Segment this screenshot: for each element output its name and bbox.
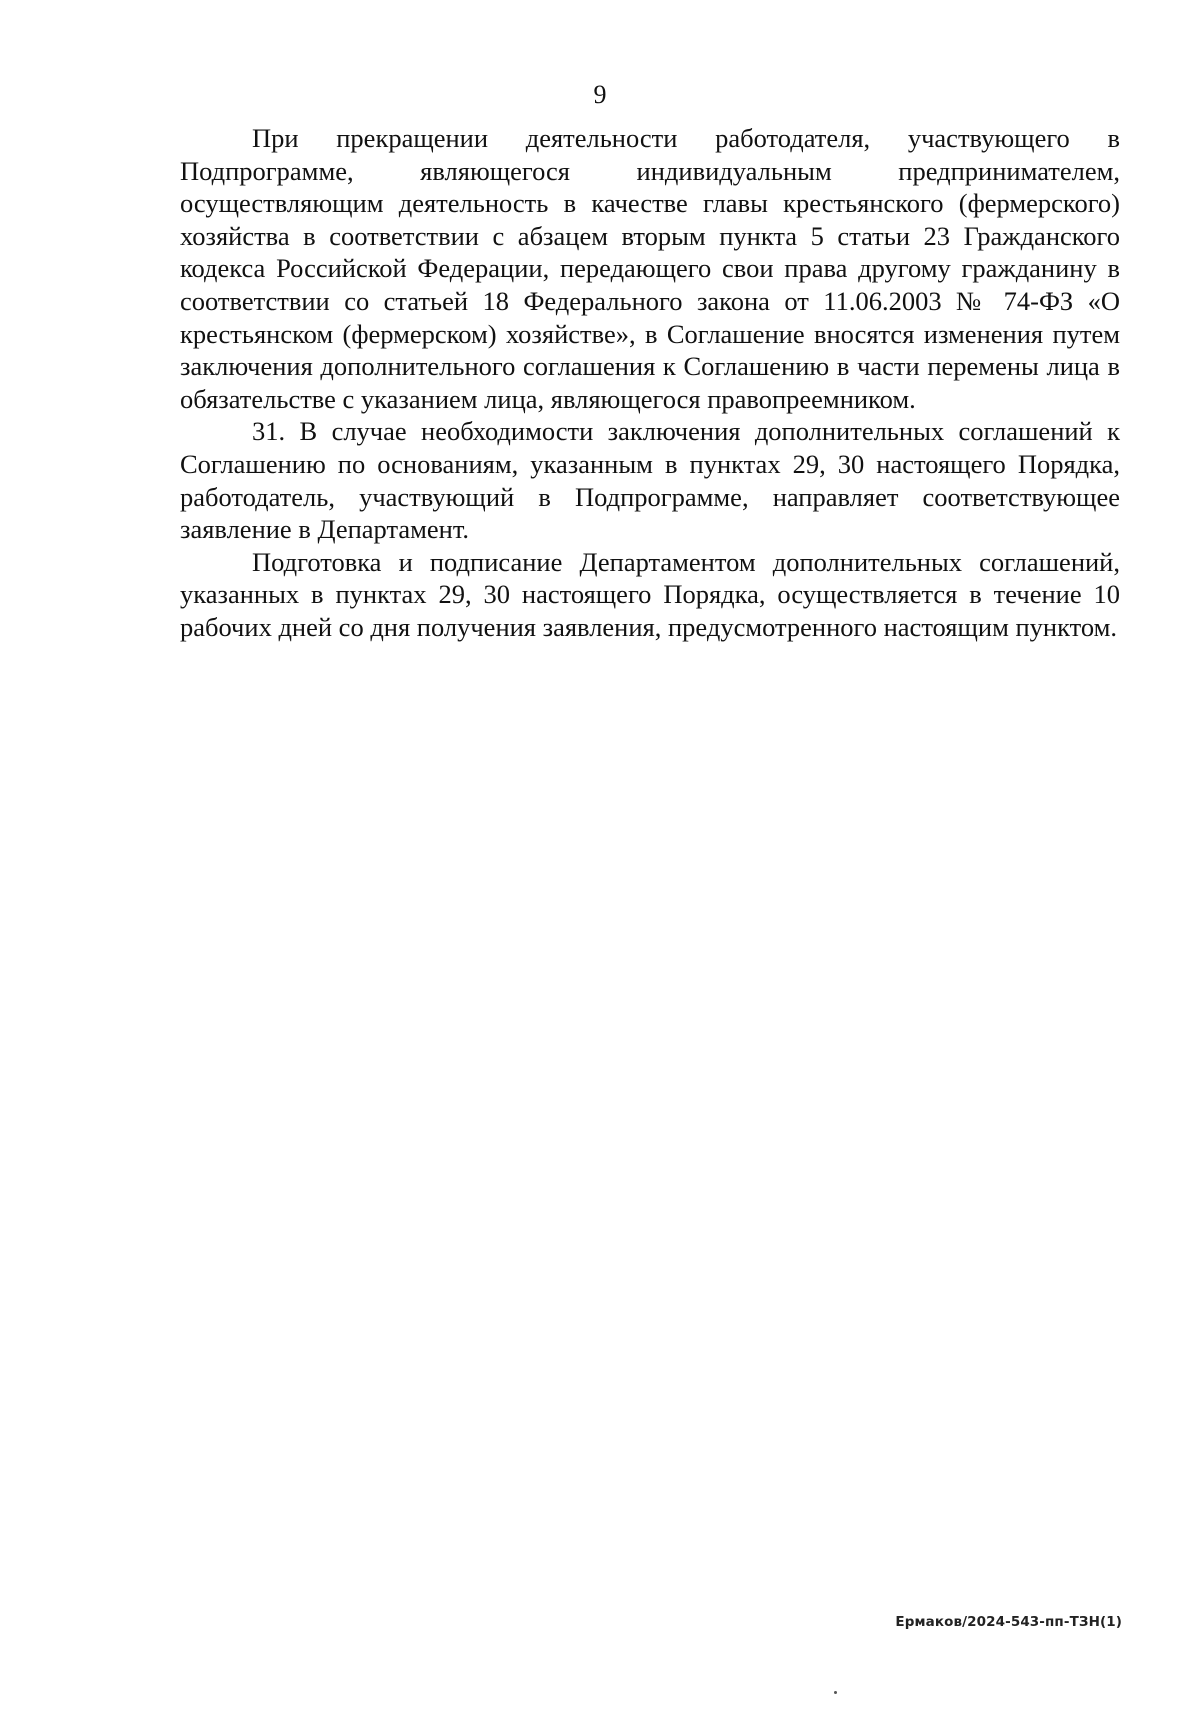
paragraph-termination-of-activity: При прекращении деятельности работодателя, участвующего в Подпрограмме, являющегося индивидуальным предпринимателем, осуществляющим деятельность в качестве главы крестьянского (фермерского) хозяйства в соответствии с абзацем вторым пункта 5 статьи 23 Гражданского кодекса Российской Федерации, передающего свои права другому гражданину в соответствии со статьей 18 Федерального закона от 11.06.2003 № 74-ФЗ «О крестьянском (фермерском) хозяйстве», в Соглашение вносятся изменения путем заключения дополнительного соглашения к Соглашению в части перемены лица в обязательстве с указанием лица, являющегося правопреемником.: [180, 123, 1120, 414]
scan-speck: [834, 1691, 837, 1694]
paragraph-preparation-and-signing: Подготовка и подписание Департаментом дополнительных соглашений, указанных в пунктах 29, 30 настоящего Порядка, осуществляется в течение 10 рабочих дней со дня получения заявления, предусмотренного настоящим пунктом.: [180, 546, 1120, 642]
page-number: 9: [593, 80, 607, 109]
document-body: [180, 122, 1120, 644]
document-footer-code: Ермаков/2024-543-пп-ТЗН(1): [895, 1614, 1122, 1630]
paragraph-item-31: 31. В случае необходимости заключения дополнительных соглашений к Соглашению по основаниям, указанным в пунктах 29, 30 настоящего Порядка, работодатель, участвующий в Подпрограмме, направляет соответствующее заявление в Департамент.: [180, 416, 1120, 545]
